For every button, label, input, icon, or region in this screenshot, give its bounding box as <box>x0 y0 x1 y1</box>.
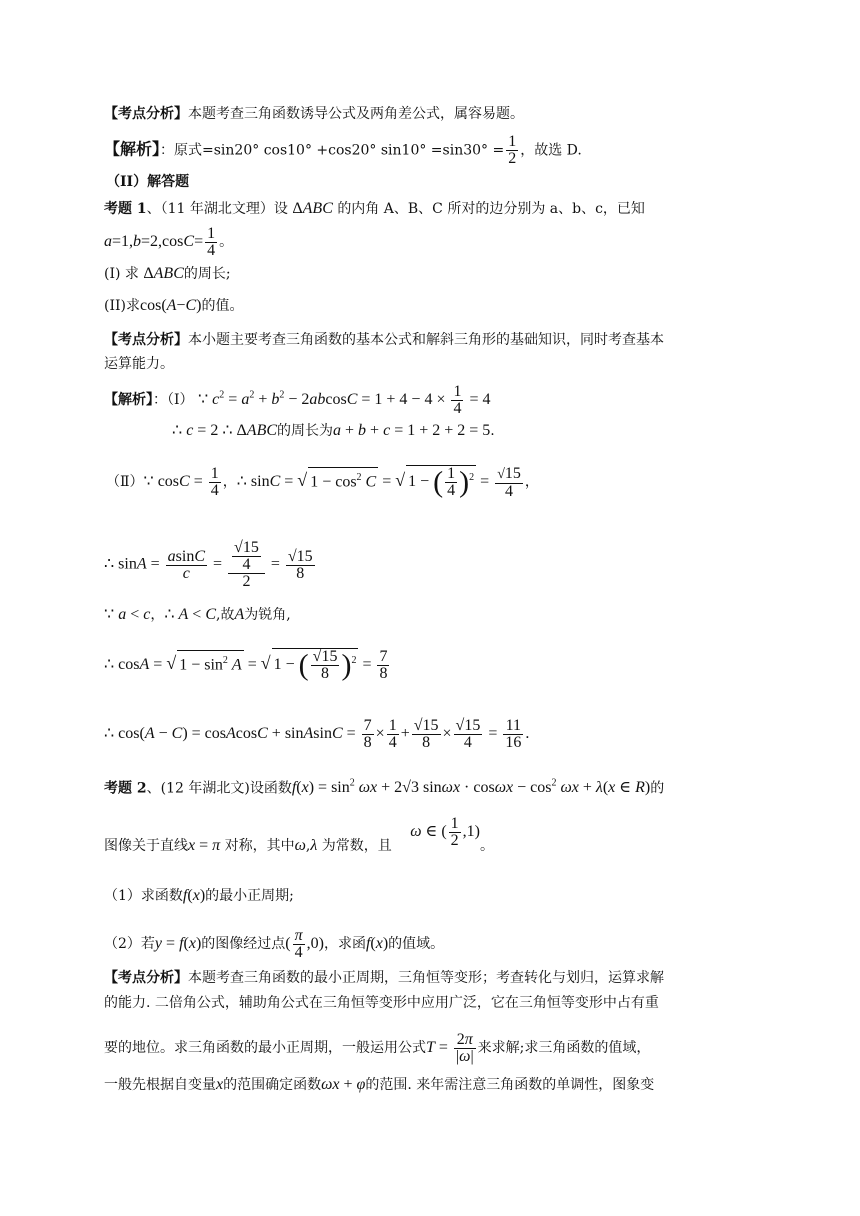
jiexi-text: ：原式=sin20° cos10° +cos20° sin10° =sin30° = <box>160 142 505 159</box>
problem1-sol-5: ∵ a < c，∴ A < C,故A为锐角, <box>104 606 291 623</box>
section2-title: （II）解答题 <box>106 174 190 190</box>
triangle-abc: ΔABC <box>292 200 333 217</box>
frac-half: $\frac{1}{2}$ <box>508 133 517 167</box>
problem1-sol-6: ∴ cosA = √ $1 - \sin^2 A$ = √ 1 − ( $\frac{√15}{8}$ )$^2$ = $\frac{7}{8}$ <box>104 648 388 682</box>
problem1-q1: (I) 求 ΔABC的周长; <box>104 265 231 282</box>
problem1-label: 考题 1 <box>104 201 147 217</box>
problem1-intro: 考题 1、（11 年湖北文理）设 ΔABC 的内角 A、B、C 所对的边分别为 a、b、c，已知 <box>104 200 645 217</box>
problem1-sol-2: ∴ c = 2 ∴ ΔABC的周长为a + b + c = 1 + 2 + 2 = 5. <box>172 422 495 439</box>
problem1-analysis-2: 运算能力。 <box>104 356 174 372</box>
problem1-sol-3: （Ⅱ）∵ cosC = $\frac{1}{4}$ ，∴ sinC = √ $1 - \cos^2 C$ = √ 1 − ( $\frac{1}{4}$ )$^2$ = $\frac{√15}{4}$ ， <box>106 464 539 500</box>
jiexi-head: 【解析】 <box>104 139 161 159</box>
problem1-given: a=1,b=2,cosC= $\frac{1}{4}$ 。 <box>104 225 234 259</box>
problem2-q2: （2）若y = f(x)的图像经过点( $\frac{\pi}{4}$ ,0)，求函f(x)的值域。 <box>104 927 445 961</box>
problem2-intro: 考题 2、(12 年湖北文)设函数$f(x) = \sin^2 \omega x + 2√3$ $\sin\omega x \cdot \cos\omega x - \cos^2 \omega x + \lambda(x$ ∈ R)的 <box>104 778 665 797</box>
problem2-line2: 图像关于直线x = π 对称，其中ω,λ 为常数，且 ω ∈ ( $\frac{1}{2}$ ,1)。 <box>104 815 494 855</box>
problem1-q2: (II)求cos(A−C)的值。 <box>104 297 244 314</box>
problem2-analysis-3: 要的地位。求三角函数的最小正周期，一般运用公式T = $\frac{2\pi}{|\omega|}$ 来求解;求三角函数的值域， <box>104 1031 651 1065</box>
kaodian-text: 本题考查三角函数诱导公式及两角差公式，属容易题。 <box>188 106 524 122</box>
kaodian-line <box>104 104 524 124</box>
problem1-sol-7: ∴ cos(A − C) = cosAcosC + sinAsinC = $\frac{7}{8}$ × $\frac{1}{4}$ + $\frac{√15}{8}$ × $\frac{√15}{4}$ = $\frac{11}{16}$ . <box>104 717 530 751</box>
jiexi-line <box>104 134 582 167</box>
kaodian-head: 【考点分析】 <box>104 106 188 122</box>
jiexi-tail: ，故选 D. <box>520 142 582 159</box>
problem2-analysis-2: 的能力. 二倍角公式，辅助角公式在三角恒等变形中应用广泛，它在三角恒等变形中占有重 <box>104 995 659 1011</box>
problem1-sol-4: ∴ sinA = $\frac{asinC}{c}$ = $\frac{\frac{√15}{4}}{2}$ = $\frac{√15}{8}$ <box>104 539 313 590</box>
problem1-analysis-1: 【考点分析】本小题主要考查三角函数的基本公式和解斜三角形的基础知识，同时考查基本 <box>104 332 664 348</box>
problem2-analysis-4: 一般先根据自变量x的范围确定函数ωx + φ的范围. 来年需注意三角函数的单调性，图象变 <box>104 1076 655 1093</box>
problem2-label: 考题 2 <box>104 780 147 797</box>
problem1-sol-1: 【解析】：（Ⅰ） ∵ $c^2 = a^2 + b^2 - 2abcosC = 1 + 4 - 4$ × $\frac{1}{4}$ = 4 <box>104 383 491 417</box>
problem2-analysis-1: 【考点分析】本题考查三角函数的最小正周期，三角恒等变形；考查转化与划归，运算求解 <box>104 970 664 986</box>
problem2-q1: （1）求函数f(x)的最小正周期; <box>104 887 294 904</box>
